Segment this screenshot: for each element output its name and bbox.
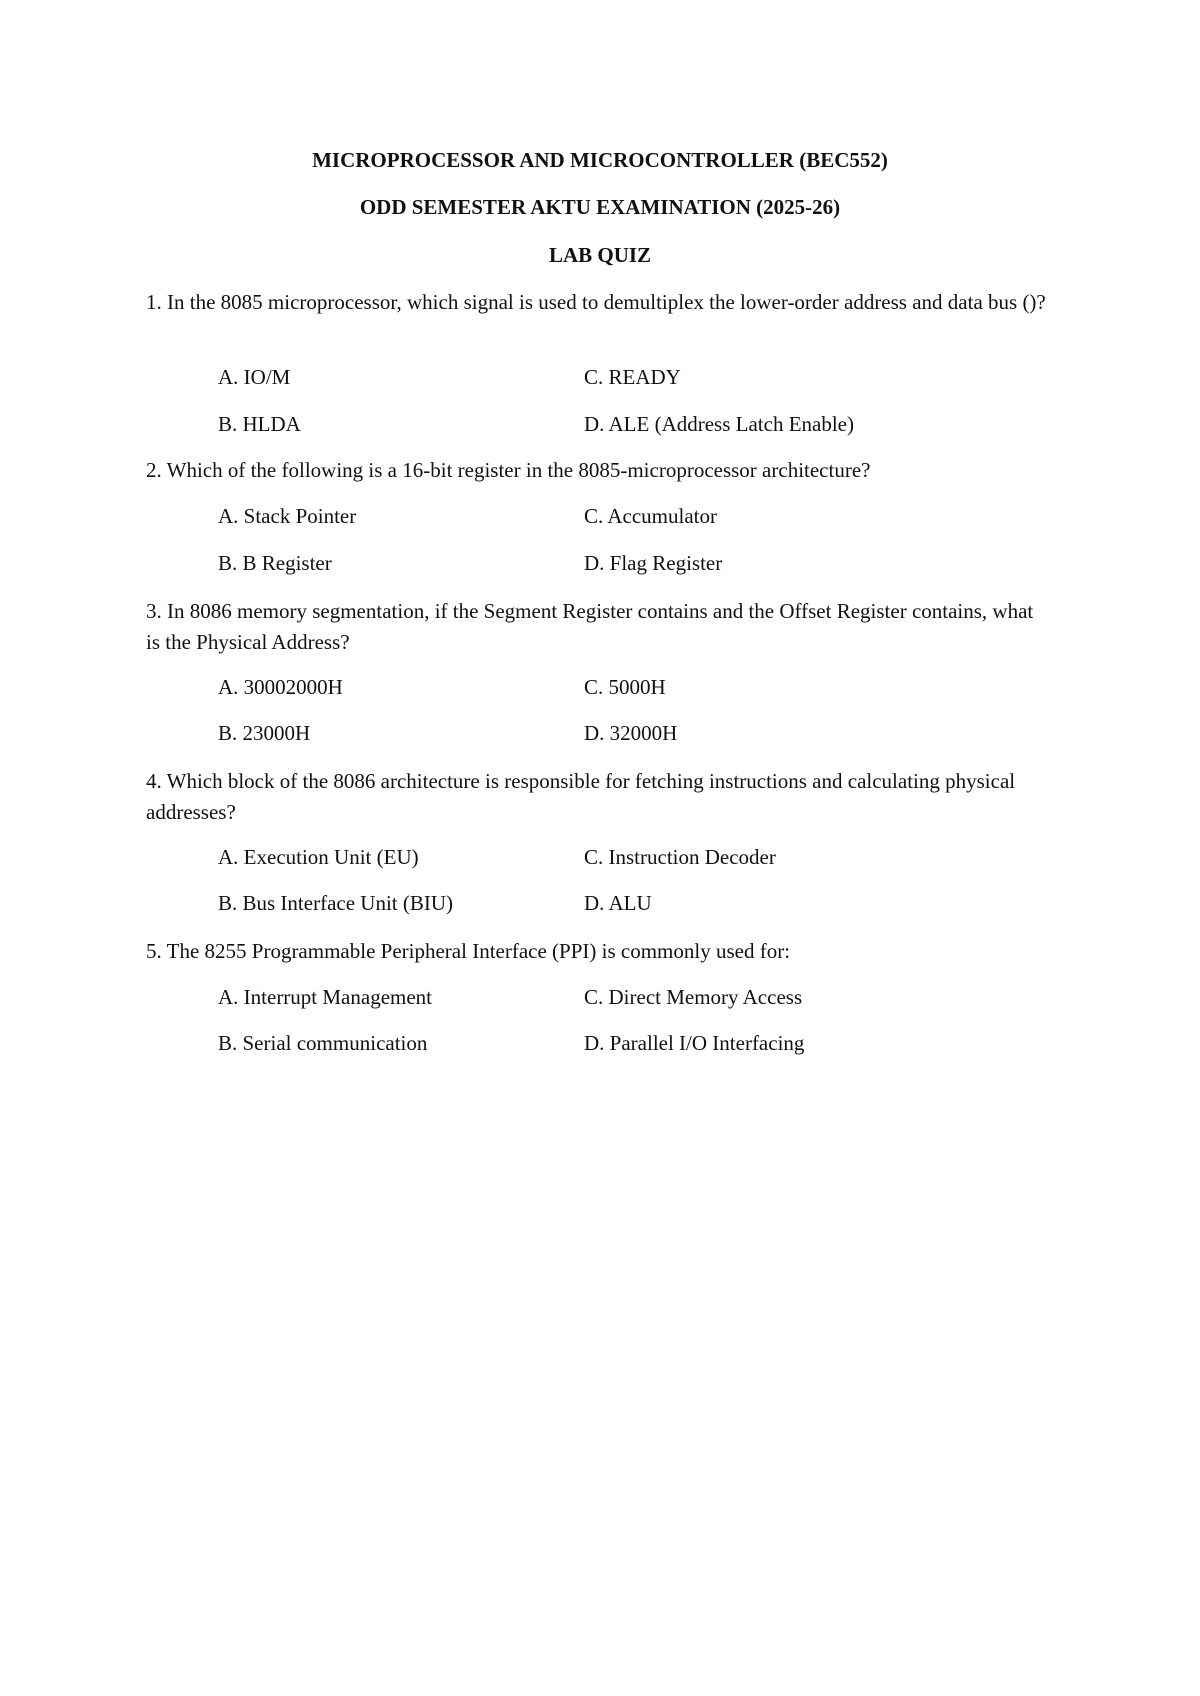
question-5-option-b: B. Serial communication: [218, 1031, 428, 1055]
question-3-option-c: C. 5000H: [584, 675, 666, 699]
question-3-option-b: B. 23000H: [218, 721, 311, 745]
question-2-text: 2. Which of the following is a 16-bit register in the 8085-microprocessor architecture?: [146, 458, 871, 482]
exam-title: ODD SEMESTER AKTU EXAMINATION (2025-26): [359, 195, 841, 219]
question-4-option-b: B. Bus Interface Unit (BIU): [218, 891, 454, 915]
question-2-option-d: D. Flag Register: [584, 551, 723, 575]
question-5-option-c: C. Direct Memory Access: [584, 985, 803, 1009]
question-4-option-c: C. Instruction Decoder: [584, 845, 776, 869]
question-4-text: 4. Which block of the 8086 architecture is responsible for fetching instructions and calculating physical addresses?: [146, 769, 1016, 824]
question-1-option-a: A. IO/M: [218, 365, 291, 389]
question-5-option-d: D. Parallel I/O Interfacing: [584, 1031, 805, 1055]
quiz-title: LAB QUIZ: [548, 243, 652, 267]
question-4-option-d: D. ALU: [584, 891, 652, 915]
question-4-option-a: A. Execution Unit (EU): [218, 845, 419, 869]
course-title: MICROPROCESSOR AND MICROCONTROLLER (BEC552): [312, 148, 888, 172]
question-1-text: 1. In the 8085 microprocessor, which signal is used to demultiplex the lower-order address and data bus ()?: [146, 290, 1046, 314]
question-2-option-a: A. Stack Pointer: [218, 504, 357, 528]
question-1-option-c: C. READY: [584, 365, 681, 389]
question-1-option-d: D. ALE (Address Latch Enable): [584, 412, 854, 436]
question-2-option-b: B. B Register: [218, 551, 332, 575]
question-1-option-b: B. HLDA: [218, 412, 301, 436]
question-5-text: 5. The 8255 Programmable Peripheral Interface (PPI) is commonly used for:: [146, 939, 791, 963]
question-5-option-a: A. Interrupt Management: [218, 985, 433, 1009]
question-3-option-d: D. 32000H: [584, 721, 678, 745]
question-2-option-c: C. Accumulator: [584, 504, 717, 528]
question-3-option-a: A. 30002000H: [218, 675, 343, 699]
question-3-text: 3. In 8086 memory segmentation, if the Segment Register contains and the Offset Register contains, what is the Physical Address?: [146, 599, 1034, 654]
